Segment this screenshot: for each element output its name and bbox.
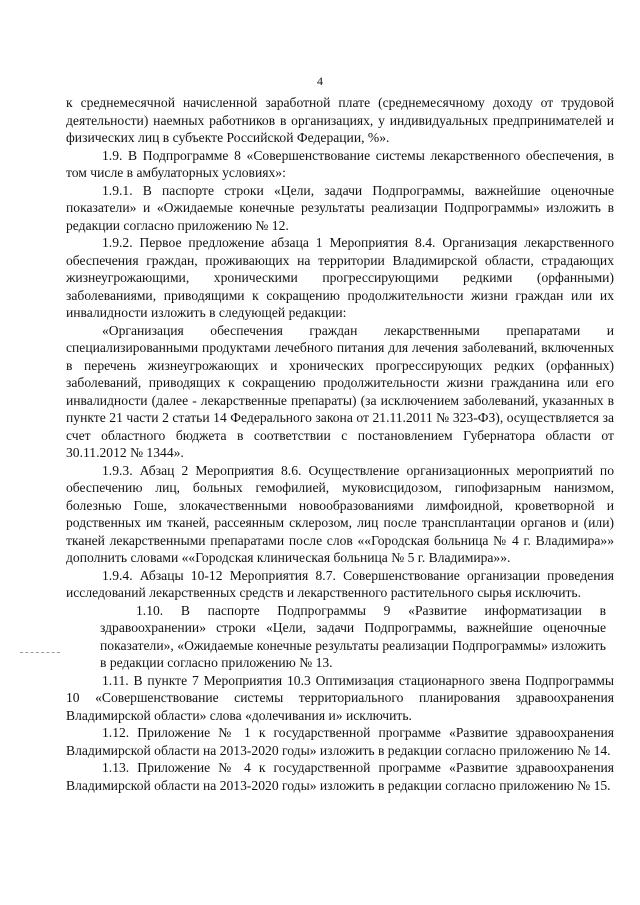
- paragraph-1-9-3: 1.9.3. Абзац 2 Мероприятия 8.6. Осуществление организационных мероприятий по обеспечению лиц, больных гемофилией, муковисцидозом, гипофизарным нанизмом, болезнью Гоше, злокачественными новообразованиями лимфоидной, кроветворной и родственных им тканей, рассеянным склерозом, лиц после трансплантации органов и (или) тканей лекарственными препаратами после слов ««Городская больница № 4 г. Владимира»» дополнить словами ««Городская клиническая больница № 5 г. Владимира»».: [66, 462, 614, 565]
- paragraph-1-9-4: 1.9.4. Абзацы 10-12 Мероприятия 8.7. Совершенствование организации проведения исследований лекарственных средств и лекарственного растительного сырья исключить.: [66, 567, 614, 600]
- paragraph-1-10: 1.10. В паспорте Подпрограммы 9 «Развитие информатизации в здравоохранении» строки «Цели, задачи Подпрограммы, важнейшие оценочные показатели», «Ожидаемые конечные результаты реализации Подпрограммы» изложить в редакции согласно приложению № 13.: [100, 602, 606, 670]
- paragraph-1-12: 1.12. Приложение № 1 к государственной программе «Развитие здравоохранения Владимирской области на 2013-2020 годы» изложить в редакции согласно приложению № 14.: [66, 725, 614, 758]
- paragraph-quote: «Организация обеспечения граждан лекарственными препаратами и специализированными продуктами лечебного питания для лечения заболеваний, включенных в перечень жизнеугрожающих и хронических прогрессирующих редких (орфанных) заболеваний, приводящих к сокращению продолжительности жизни гражданина или его инвалидности (далее - лекарственные препараты) (за исключением заболеваний, указанных в пункте 21 части 2 статьи 14 Федерального закона от 21.11.2011 № 323-ФЗ), осуществляется за счет областного бюджета в соответствии с постановлением Губернатора области от 30.11.2012 № 1344».: [66, 322, 614, 460]
- paragraph-1-9: 1.9. В Подпрограмме 8 «Совершенствование системы лекарственного обеспечения, в том числе в амбулаторных условиях»:: [66, 147, 614, 180]
- scan-margin-mark: [20, 652, 60, 653]
- paragraph-1-13: 1.13. Приложение № 4 к государственной программе «Развитие здравоохранения Владимирской области на 2013-2020 годы» изложить в редакции согласно приложению № 15.: [66, 760, 614, 793]
- document-body: [66, 94, 614, 794]
- paragraph-continuation: к среднемесячной начисленной заработной плате (среднемесячному доходу от трудовой деятельности) наемных работников в организациях, у индивидуальных предпринимателей и физических лиц в субъекте Российской Федерации, %».: [66, 95, 614, 145]
- paragraph-1-11: 1.11. В пункте 7 Мероприятия 10.3 Оптимизация стационарного звена Подпрограммы 10 «Совершенствование системы территориального планирования здравоохранения Владимирской области» слова «долечивания и» исключить.: [66, 672, 614, 723]
- page-number: 4: [317, 74, 323, 88]
- paragraph-1-9-2: 1.9.2. Первое предложение абзаца 1 Мероприятия 8.4. Организация лекарственного обеспечения граждан, проживающих на территории Владимирской области, страдающих жизнеугрожающими, хроническими прогрессирующими редкими (орфанными) заболеваниями, приводящими к сокращению продолжительности жизни граждан или их инвалидности изложить в следующей редакции:: [66, 235, 614, 320]
- paragraph-1-9-1: 1.9.1. В паспорте строки «Цели, задачи Подпрограммы, важнейшие оценочные показатели» и «Ожидаемые конечные результаты реализации Подпрограммы» изложить в редакции согласно приложению № 12.: [66, 182, 614, 233]
